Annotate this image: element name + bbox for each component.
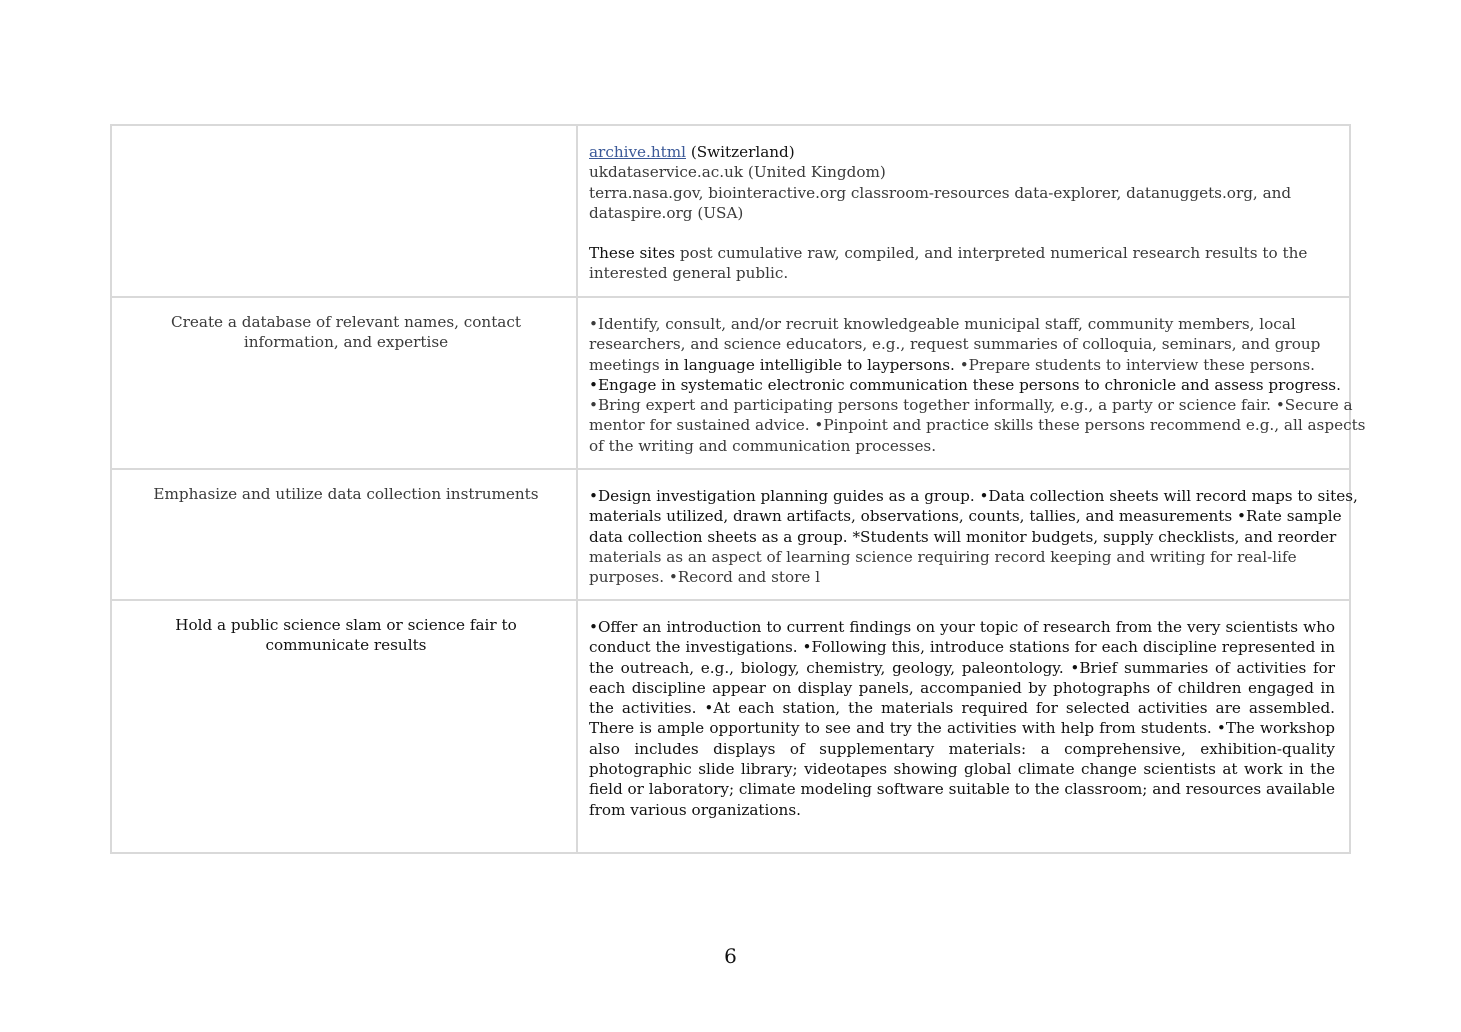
activity-text: •Prepare students to interview these persons. bbox=[959, 355, 1316, 374]
activity-line: researchers, and science educators, e.g., request summaries of colloquia, seminars, and group bbox=[589, 335, 1321, 354]
sites-label: These sites bbox=[589, 244, 676, 263]
activity-line: •Engage in systematic electronic communication these persons to chronicle and assess progress. bbox=[589, 375, 1341, 394]
activity-line: •Identify, consult, and/or recruit knowledgeable municipal staff, community members, local bbox=[589, 315, 1296, 333]
activity-cell bbox=[577, 600, 1350, 853]
strategy-cell bbox=[111, 600, 577, 853]
strategy-cell bbox=[111, 125, 577, 297]
table-row bbox=[111, 125, 1350, 297]
activity-line: •Bring expert and participating persons together informally, e.g., a party or science fair. •Secure a bbox=[589, 396, 1353, 415]
site-line-uk: ukdataservice.ac.uk (United Kingdom) bbox=[589, 163, 886, 182]
activity-cell bbox=[577, 469, 1358, 600]
activity-text: in language intelligible to laypersons. bbox=[664, 355, 955, 374]
activity-line: data collection sheets as a group. *Students will monitor budgets, supply checklists, and reorder bbox=[589, 527, 1337, 546]
strategy-text bbox=[112, 126, 576, 140]
activity-line: •Design investigation planning guides as a group. •Data collection sheets will record maps to sites, bbox=[589, 487, 1358, 505]
link-suffix: (Switzerland) bbox=[690, 143, 795, 161]
sites-description-cont: interested general public. bbox=[589, 264, 789, 283]
table-row bbox=[111, 297, 1350, 469]
content-table bbox=[110, 124, 1366, 854]
activity-cell bbox=[577, 125, 1350, 297]
activity-line: materials utilized, drawn artifacts, observations, counts, tallies, and measurements •Rate sample bbox=[589, 507, 1342, 526]
strategy-cell bbox=[111, 469, 577, 600]
activity-line: mentor for sustained advice. •Pinpoint and practice skills these persons recommend e.g., all aspects bbox=[589, 416, 1366, 435]
sites-description: post cumulative raw, compiled, and interpreted numerical research results to the bbox=[679, 244, 1308, 263]
page-number: 6 bbox=[724, 944, 737, 968]
activity-text: meetings bbox=[589, 355, 660, 374]
table-row bbox=[111, 469, 1350, 600]
strategy-cell bbox=[111, 297, 577, 469]
site-line-usa-cont: dataspire.org (USA) bbox=[589, 203, 744, 222]
site-line-usa: terra.nasa.gov, biointeractive.org classroom-resources data-explorer, datanuggets.org, and bbox=[589, 183, 1292, 202]
table-row bbox=[111, 600, 1350, 853]
activity-line: materials as an aspect of learning science requiring record keeping and writing for real-life bbox=[589, 547, 1297, 566]
activity-line: of the writing and communication processes. bbox=[589, 436, 937, 455]
activity-paragraph: •Offer an introduction to current findings on your topic of research from the very scientists who conduct the investigations. •Following this, introduce stations for each discipline represented in the outreach, e.g., biology, chemistry, geology, paleontology. •Brief summaries of activities for each discipline appear on display panels, accompanied by photographs of children engaged in the activities. •At each station, the materials required for selected activities are assembled. There is ample opportunity to see and try the activities with help from students. •The workshop also includes displays of supplementary materials: a comprehensive, exhibition-quality photographic slide library; videotapes showing global climate change scientists at work in the field or laboratory; climate modeling software suitable to the classroom; and resources available from various organizations. bbox=[589, 618, 1335, 819]
strategy-text: Emphasize and utilize data collection instruments bbox=[153, 485, 539, 503]
archive-link[interactable]: archive.html bbox=[589, 143, 686, 161]
activity-line: purposes. •Record and store l bbox=[589, 568, 821, 587]
activity-cell bbox=[577, 297, 1366, 469]
strategy-text: Create a database of relevant names, contact information, and expertise bbox=[171, 313, 521, 352]
strategy-text: Hold a public science slam or science fair to communicate results bbox=[175, 616, 517, 655]
